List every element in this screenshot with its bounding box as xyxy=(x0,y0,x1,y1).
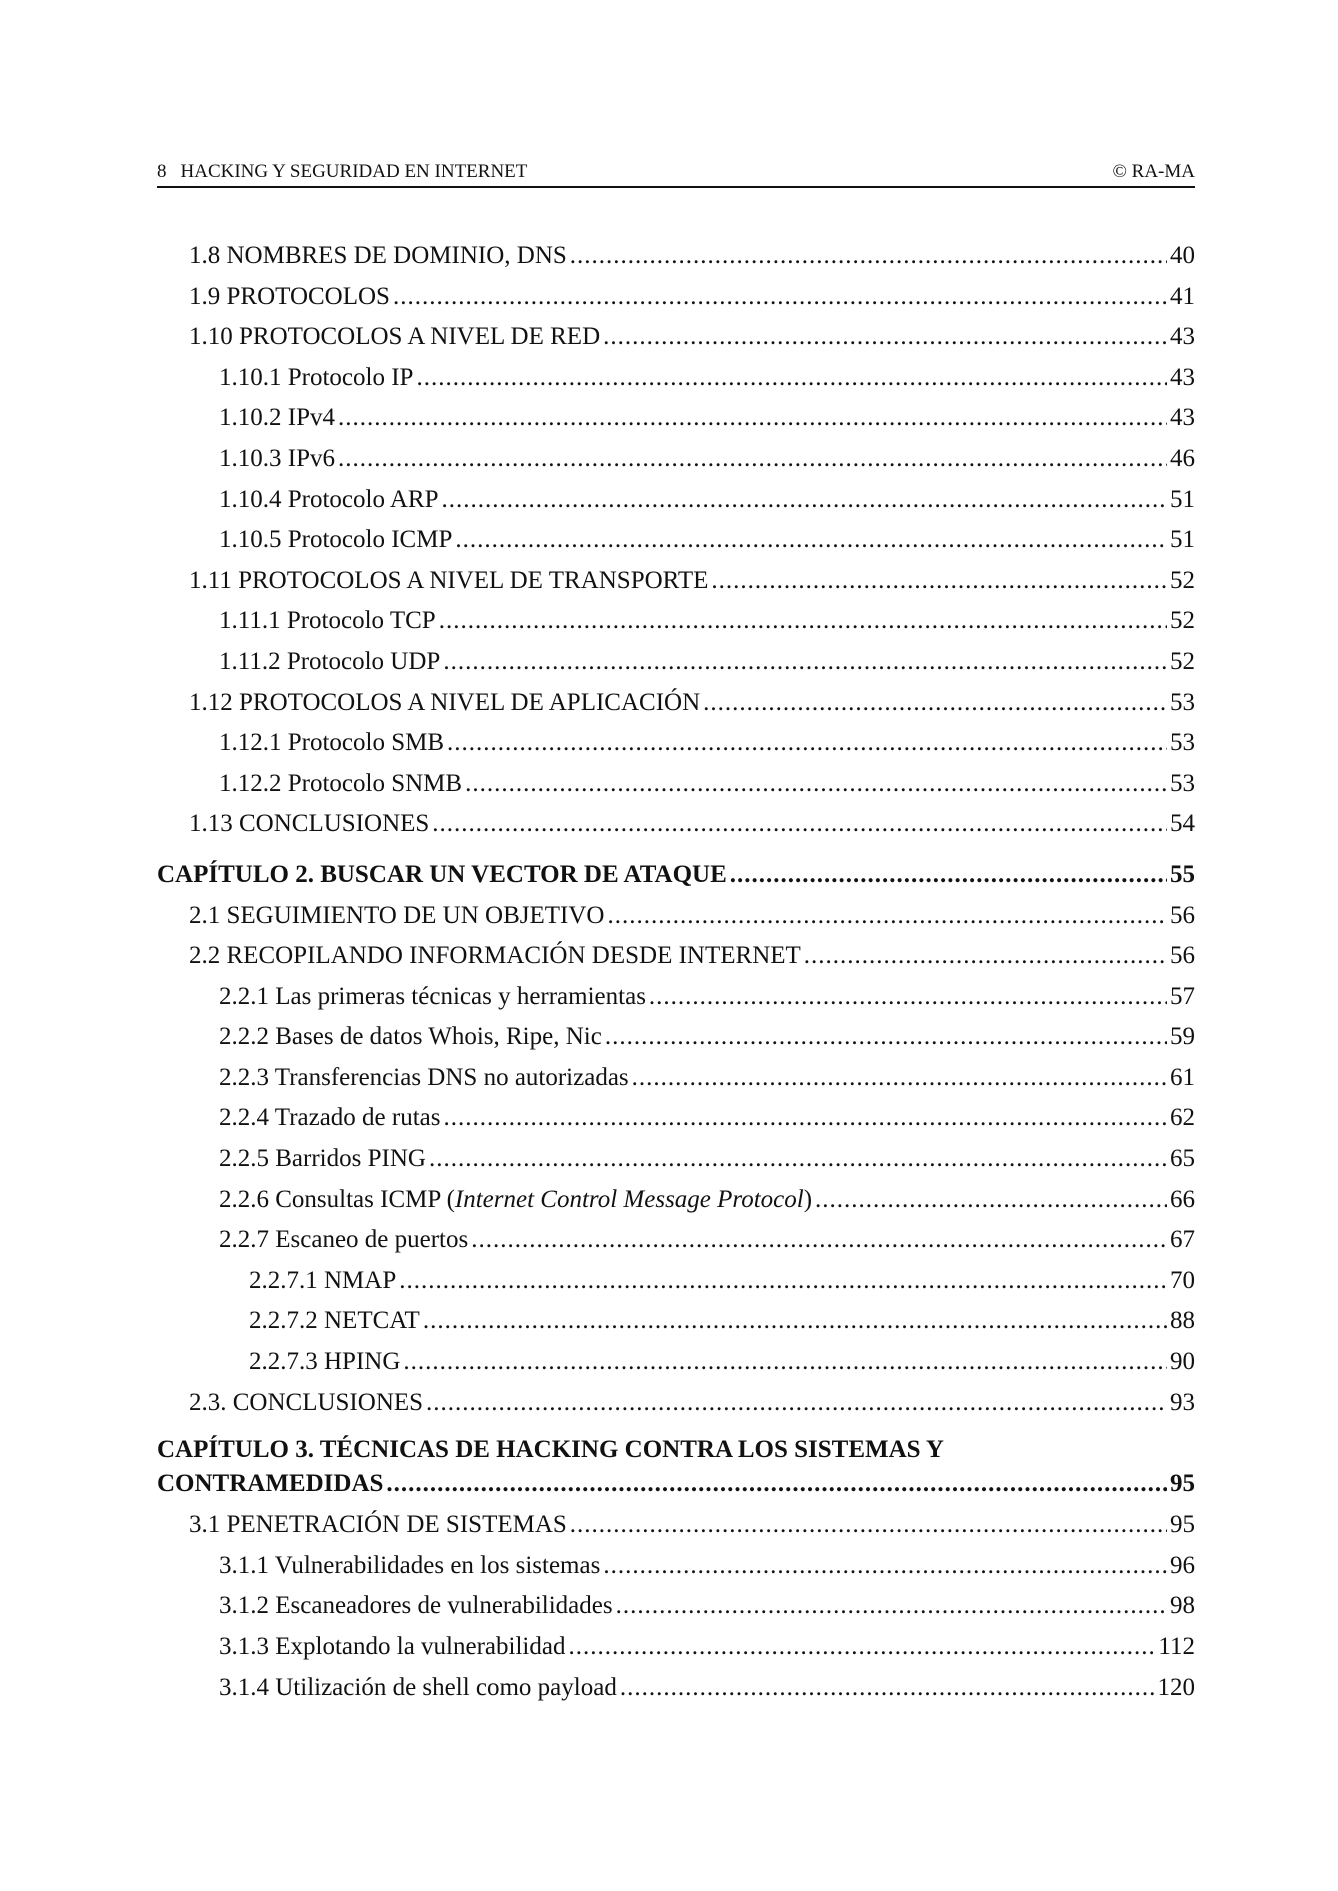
toc-entry-title: 2.2.2 Bases de datos Whois, Ripe, Nic xyxy=(219,1023,602,1051)
toc-entry-page: 90 xyxy=(1170,1348,1195,1376)
toc-entry-page: 40 xyxy=(1170,242,1195,269)
toc-entry-title: 1.10 PROTOCOLOS A NIVEL DE RED xyxy=(189,323,601,351)
leader-dots xyxy=(403,1342,1167,1383)
leader-dots xyxy=(649,977,1167,1018)
toc-entry[interactable] xyxy=(157,1505,1195,1546)
leader-dots xyxy=(605,1017,1167,1058)
toc-entry-page: 66 xyxy=(1170,1185,1195,1213)
toc-entry[interactable] xyxy=(157,358,1195,399)
leader-dots xyxy=(429,1139,1167,1180)
toc-entry[interactable] xyxy=(157,1546,1195,1587)
header-left xyxy=(157,158,527,186)
toc-entry-page: 51 xyxy=(1170,485,1195,513)
leader-dots xyxy=(439,601,1167,642)
toc-entry-title: 1.8 NOMBRES DE DOMINIO, DNS xyxy=(189,242,567,269)
publisher-mark: © RA-MA xyxy=(1112,161,1195,182)
leader-dots xyxy=(338,398,1167,439)
toc-entry-title: 1.12.2 Protocolo SNMB xyxy=(219,769,463,797)
toc-entry-title: 2.2.5 Barridos PING xyxy=(219,1145,426,1173)
leader-dots xyxy=(416,358,1167,399)
toc-entry[interactable] xyxy=(157,439,1195,480)
toc-entry-title xyxy=(219,1180,812,1221)
toc-chapter-3[interactable] xyxy=(157,1433,1195,1501)
leader-dots xyxy=(603,317,1167,358)
leader-dots xyxy=(455,520,1167,561)
toc-entry-title: 2.2.7.2 NETCAT xyxy=(249,1307,420,1335)
leader-dots xyxy=(815,1180,1167,1221)
toc-entry[interactable] xyxy=(157,601,1195,642)
chapter-page: 95 xyxy=(1170,1470,1195,1498)
toc-entry-title: 1.12.1 Protocolo SMB xyxy=(219,729,445,757)
toc-entry-page: 67 xyxy=(1170,1226,1195,1254)
toc-entry[interactable] xyxy=(157,1301,1195,1342)
toc-entry[interactable] xyxy=(157,1342,1195,1383)
toc-entry-title: 3.1 PENETRACIÓN DE SISTEMAS xyxy=(189,1511,567,1539)
toc-entry-page: 59 xyxy=(1170,1023,1195,1051)
title-italic: Internet Control Message Protocol xyxy=(454,1185,804,1213)
leader-dots xyxy=(386,1467,1167,1501)
toc-entry-page: 43 xyxy=(1170,323,1195,351)
toc-entry[interactable] xyxy=(157,480,1195,521)
toc-entry-page: 51 xyxy=(1170,526,1195,554)
toc-entry-page: 53 xyxy=(1170,688,1195,716)
toc-entry-title: 1.10.1 Protocolo IP xyxy=(219,363,414,391)
toc-entry-title: 1.11 PROTOCOLOS A NIVEL DE TRANSPORTE xyxy=(189,566,709,594)
toc-entry[interactable] xyxy=(157,683,1195,724)
leader-dots xyxy=(338,439,1167,480)
toc-entry-title: 2.2 RECOPILANDO INFORMACIÓN DESDE INTERNET xyxy=(189,942,801,970)
toc-entry[interactable] xyxy=(157,398,1195,439)
toc-entry-title: 3.1.3 Explotando la vulnerabilidad xyxy=(219,1633,566,1660)
leader-dots xyxy=(607,896,1167,937)
toc-entry[interactable] xyxy=(157,1098,1195,1139)
toc-entry-page: 56 xyxy=(1170,901,1195,929)
toc-entry[interactable] xyxy=(157,723,1195,764)
toc-entry-page: 65 xyxy=(1170,1145,1195,1173)
toc-entry-page: 62 xyxy=(1170,1104,1195,1132)
leader-dots xyxy=(465,764,1167,805)
toc-entry-page: 53 xyxy=(1170,729,1195,757)
toc-entry-title: 1.11.1 Protocolo TCP xyxy=(219,607,436,635)
leader-dots xyxy=(568,1627,1155,1668)
toc-entry[interactable] xyxy=(157,804,1195,845)
book-title: HACKING Y SEGURIDAD EN INTERNET xyxy=(180,161,528,182)
toc-entry-page: 120 xyxy=(1157,1673,1195,1701)
leader-dots xyxy=(730,855,1167,896)
toc-entry-page: 61 xyxy=(1170,1063,1195,1091)
toc-entry-title: 1.10.2 IPv4 xyxy=(219,404,335,432)
toc-entry[interactable] xyxy=(157,1058,1195,1099)
toc-entry[interactable] xyxy=(157,1261,1195,1302)
toc-entry-page: 52 xyxy=(1170,566,1195,594)
toc-entry[interactable] xyxy=(157,1383,1195,1424)
leader-dots xyxy=(632,1058,1167,1099)
leader-dots xyxy=(447,723,1167,764)
leader-dots xyxy=(444,1098,1168,1139)
table-of-contents xyxy=(157,236,1195,1708)
toc-entry-title: 1.12 PROTOCOLOS A NIVEL DE APLICACIÓN xyxy=(189,688,701,716)
toc-entry-page: 112 xyxy=(1158,1633,1195,1660)
leader-dots xyxy=(399,1261,1167,1302)
toc-entry[interactable] xyxy=(157,936,1195,977)
leader-dots xyxy=(711,561,1167,602)
toc-entry-page: 43 xyxy=(1170,363,1195,391)
chapter-title: CAPÍTULO 2. BUSCAR UN VECTOR DE ATAQUE xyxy=(157,860,727,888)
toc-entry[interactable] xyxy=(157,642,1195,683)
toc-entry[interactable] xyxy=(157,1017,1195,1058)
toc-entry[interactable] xyxy=(157,317,1195,358)
leader-dots xyxy=(616,1586,1167,1627)
title-suffix: ) xyxy=(803,1185,813,1213)
toc-entry-page: 70 xyxy=(1170,1266,1195,1294)
toc-entry[interactable] xyxy=(157,520,1195,561)
leader-dots xyxy=(804,936,1167,977)
toc-entry-page: 88 xyxy=(1170,1307,1195,1335)
chapter-title-line2: CONTRAMEDIDAS xyxy=(157,1470,384,1498)
toc-entry-title: 1.13 CONCLUSIONES xyxy=(189,810,430,838)
toc-entry-page: 52 xyxy=(1170,607,1195,635)
toc-entry-title: 3.1.1 Vulnerabilidades en los sistemas xyxy=(219,1551,601,1579)
toc-entry-page: 54 xyxy=(1170,810,1195,838)
running-header xyxy=(157,158,1195,188)
toc-entry-page: 53 xyxy=(1170,769,1195,797)
leader-dots xyxy=(703,683,1167,724)
toc-entry-title: 2.2.1 Las primeras técnicas y herramientas xyxy=(219,982,646,1010)
toc-entry-title: 3.1.2 Escaneadores de vulnerabilidades xyxy=(219,1592,613,1620)
toc-entry-page: 52 xyxy=(1170,647,1195,675)
toc-entry-title: 2.2.7 Escaneo de puertos xyxy=(219,1226,469,1254)
toc-entry-title: 3.1.4 Utilización de shell como payload xyxy=(219,1673,617,1701)
toc-entry-page: 95 xyxy=(1170,1511,1195,1539)
toc-entry[interactable] xyxy=(157,896,1195,937)
toc-entry[interactable] xyxy=(157,561,1195,602)
leader-dots xyxy=(603,1546,1167,1587)
leader-dots xyxy=(426,1383,1167,1424)
chapter-title-line1: CAPÍTULO 3. TÉCNICAS DE HACKING CONTRA LOS SISTEMAS Y xyxy=(157,1436,944,1464)
toc-entry[interactable] xyxy=(157,1668,1195,1709)
toc-entry-page: 93 xyxy=(1170,1388,1195,1416)
toc-entry-page: 43 xyxy=(1170,404,1195,432)
toc-entry-title: 2.2.4 Trazado de rutas xyxy=(219,1104,441,1132)
toc-entry-title: 1.10.3 IPv6 xyxy=(219,444,335,472)
toc-entry-title: 1.11.2 Protocolo UDP xyxy=(219,647,441,675)
chapter-page: 55 xyxy=(1170,860,1195,888)
toc-entry-page: 57 xyxy=(1170,982,1195,1010)
toc-entry[interactable] xyxy=(157,1627,1195,1668)
toc-entry[interactable] xyxy=(157,977,1195,1018)
leader-dots xyxy=(423,1301,1167,1342)
toc-entry-title: 1.10.4 Protocolo ARP xyxy=(219,485,439,513)
leader-dots xyxy=(570,236,1167,277)
toc-entry-title: 2.2.7.3 HPING xyxy=(249,1348,401,1376)
toc-entry[interactable] xyxy=(157,1139,1195,1180)
title-prefix: 2.2.6 Consultas ICMP ( xyxy=(219,1185,455,1213)
toc-entry[interactable] xyxy=(157,1180,1195,1221)
leader-dots xyxy=(471,1220,1167,1261)
leader-dots xyxy=(570,1505,1167,1546)
toc-entry-page: 41 xyxy=(1170,282,1195,310)
toc-entry-title: 2.2.7.1 NMAP xyxy=(249,1266,397,1294)
page-number: 8 xyxy=(157,161,167,182)
toc-entry[interactable] xyxy=(157,1586,1195,1627)
toc-entry[interactable] xyxy=(157,277,1195,318)
leader-dots xyxy=(443,642,1167,683)
toc-entry-page: 56 xyxy=(1170,942,1195,970)
leader-dots xyxy=(441,480,1167,521)
chapter-title-line2-row xyxy=(157,1467,1195,1501)
toc-chapter-2[interactable] xyxy=(157,855,1195,896)
toc-entry[interactable] xyxy=(157,236,1195,277)
toc-entry[interactable] xyxy=(157,1220,1195,1261)
leader-dots xyxy=(393,277,1167,318)
toc-entry[interactable] xyxy=(157,764,1195,805)
toc-entry-page: 96 xyxy=(1170,1551,1195,1579)
leader-dots xyxy=(620,1668,1155,1709)
toc-entry-page: 98 xyxy=(1170,1592,1195,1620)
leader-dots xyxy=(432,804,1167,845)
toc-entry-page: 46 xyxy=(1170,444,1195,472)
toc-entry-title: 1.10.5 Protocolo ICMP xyxy=(219,526,453,554)
toc-entry-title: 2.3. CONCLUSIONES xyxy=(189,1388,424,1416)
toc-entry-title: 2.2.3 Transferencias DNS no autorizadas xyxy=(219,1063,629,1091)
toc-entry-title: 2.1 SEGUIMIENTO DE UN OBJETIVO xyxy=(189,901,605,929)
toc-entry-title: 1.9 PROTOCOLOS xyxy=(189,282,390,310)
